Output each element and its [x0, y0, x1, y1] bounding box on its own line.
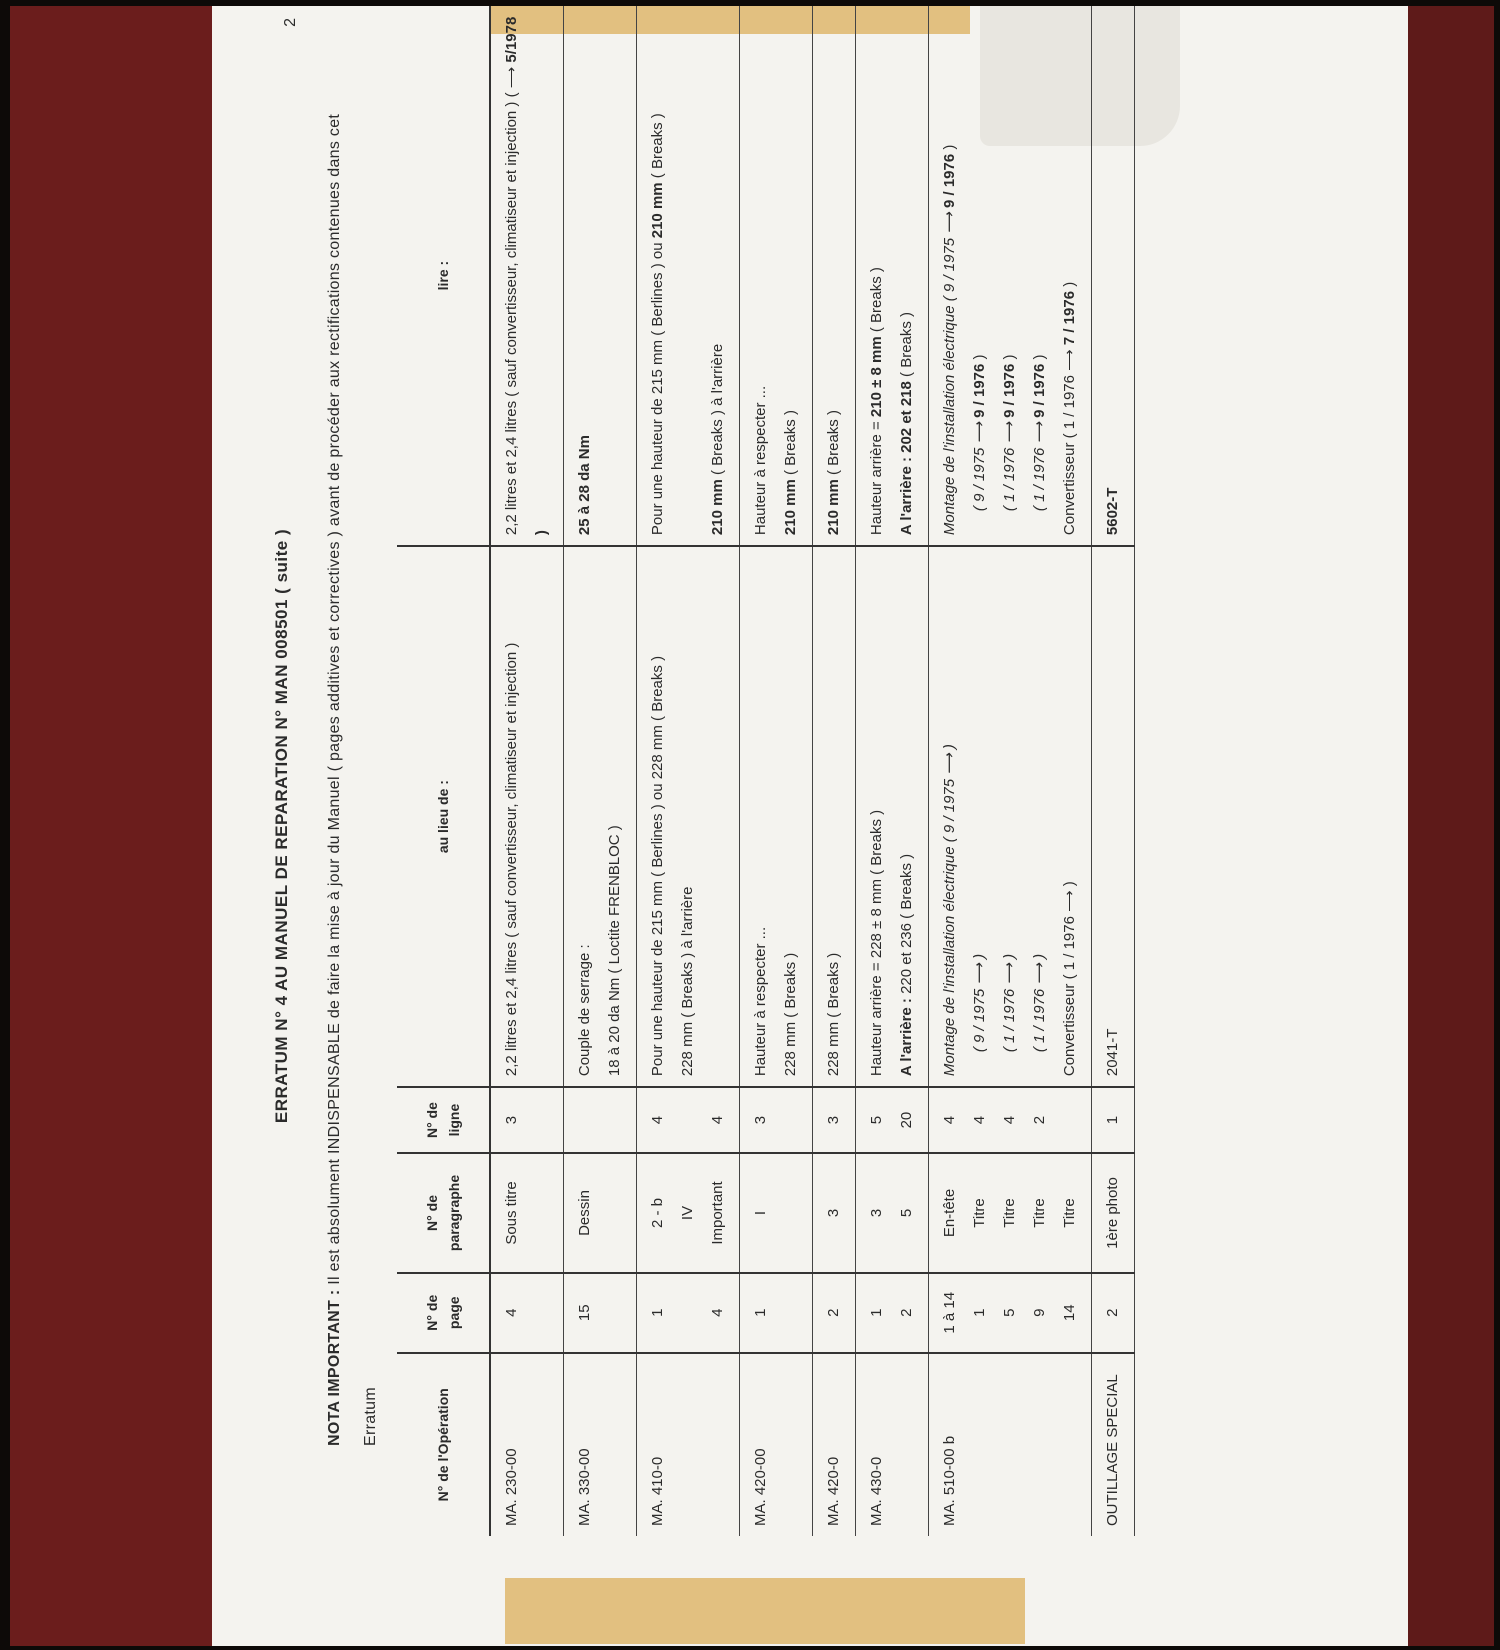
- lire-value: 210 mm: [649, 182, 666, 239]
- lire-text: 2,2 litres et 2,4 litres ( sauf convertisseur, climatiseur et injection ) (: [503, 92, 520, 536]
- par-line: 5: [898, 1208, 915, 1218]
- au-lieu-line: ( 9 / 1975 ⟶ ): [971, 953, 988, 1053]
- lire-text: ( Breaks ): [649, 113, 666, 179]
- cell-lire: [740, 6, 813, 546]
- lire-value: 210 ± 8 mm: [868, 336, 885, 418]
- cell-page: [929, 1273, 1092, 1353]
- lire-value: 210 mm: [709, 479, 726, 536]
- arrow-icon: ⟶: [503, 66, 520, 89]
- par-line: 2 - b: [649, 1197, 666, 1228]
- cell-operation: MA. 230-00: [490, 1353, 564, 1536]
- au-lieu-text: 220 et 236 ( Breaks ): [898, 853, 915, 994]
- au-lieu-line: 228 mm ( Breaks ) à l'arrière: [679, 886, 696, 1077]
- au-lieu-line: Hauteur arrière = 228 ± 8 mm ( Breaks ): [868, 809, 885, 1077]
- cell-paragraphe: [856, 1153, 929, 1273]
- header-lire: lire :: [397, 6, 490, 546]
- lire-text: ( Breaks ): [898, 311, 915, 377]
- cell-ligne: 3: [813, 1087, 856, 1153]
- cell-ligne: [929, 1087, 1092, 1153]
- cell-ligne: [564, 1087, 637, 1153]
- nota-text: Il est absolument INDISPENSABLE de faire la mise à jour du Manuel ( pages additives et correctives ) avant de procéder aux rectifications contenues dans cet Erratum: [326, 113, 379, 1446]
- cell-ligne: [856, 1087, 929, 1153]
- cell-operation: MA. 430-0: [856, 1353, 929, 1536]
- nota-label: NOTA IMPORTANT :: [326, 1289, 343, 1446]
- page-line: 4: [709, 1308, 726, 1317]
- lire-date: 7 / 1976: [1061, 290, 1078, 346]
- lire-line: Hauteur à respecter ...: [752, 385, 769, 536]
- header-paragraphe: N° de paragraphe: [397, 1153, 490, 1273]
- lire-value: 210 mm: [782, 479, 799, 536]
- lire-text: ( Breaks ): [825, 410, 842, 476]
- page-line: 1: [868, 1308, 885, 1317]
- lire-text: ( Breaks ): [782, 410, 799, 476]
- lire-date: 5/1978 ): [503, 16, 550, 536]
- lire-text: Convertisseur ( 1 / 1976 ⟶: [1061, 349, 1078, 536]
- cell-operation: MA. 420-00: [740, 1353, 813, 1536]
- page-line: 1: [971, 1308, 988, 1317]
- page-line: 5: [1001, 1308, 1018, 1317]
- cell-operation: MA. 330-00: [564, 1353, 637, 1536]
- au-lieu-line: 18 à 20 da Nm ( Loctite FRENBLOC ): [606, 825, 623, 1077]
- table-row: [856, 6, 929, 1536]
- par-line: Titre: [1061, 1198, 1078, 1228]
- lire-value: A l'arrière : 202 et 218: [898, 381, 915, 536]
- cell-lire: [856, 6, 929, 546]
- lire-text: Pour une hauteur de 215 mm ( Berlines ) ou: [649, 242, 666, 536]
- ligne-line: 5: [868, 1115, 885, 1125]
- au-lieu-label: A l'arrière :: [898, 998, 915, 1077]
- par-line: 3: [868, 1208, 885, 1218]
- lire-date: 9 / 1976: [941, 153, 958, 209]
- header-au-lieu: au lieu de :: [397, 546, 490, 1087]
- cell-operation: MA. 510-00 b: [929, 1353, 1092, 1536]
- cell-au-lieu: 2,2 litres et 2,4 litres ( sauf convertisseur, climatiseur et injection ): [490, 546, 564, 1087]
- au-lieu-line: ( 1 / 1976 ⟶ ): [1031, 953, 1048, 1053]
- cell-page: 2: [1092, 1273, 1135, 1353]
- cell-ligne: 3: [490, 1087, 564, 1153]
- table-row: [740, 6, 813, 1536]
- cell-au-lieu: [856, 546, 929, 1087]
- cell-page: 15: [564, 1273, 637, 1353]
- lire-text: ( 1 / 1976 ⟶: [1031, 422, 1048, 512]
- cell-page: 2: [813, 1273, 856, 1353]
- cell-au-lieu: [740, 546, 813, 1087]
- cell-page: 1: [740, 1273, 813, 1353]
- cell-ligne: 3: [740, 1087, 813, 1153]
- cell-lire: Montage de l'installation électrique ( 9 / 1975 ⟶ 9 / 1976 ) ( 9 / 1975 ⟶ 9 / 1976 ) ( 1 / 1976 ⟶ 9 / 1976 ) ( 1 / 1976 ⟶ 9 / 1976 ) Convertisseur ( 1 / 1976 ⟶ 7 / 1976 ): [929, 6, 1092, 546]
- binder-band-right: [1408, 6, 1494, 1646]
- table-row: [637, 6, 740, 1536]
- page-line: 9: [1031, 1308, 1048, 1317]
- cell-paragraphe: [929, 1153, 1092, 1273]
- au-lieu-line: Convertisseur ( 1 / 1976 ⟶ ): [1061, 881, 1078, 1077]
- lire-date: 9 / 1976: [1001, 363, 1018, 418]
- table-row: [813, 6, 856, 1536]
- cell-paragraphe: 3: [813, 1153, 856, 1273]
- par-line: Titre: [971, 1198, 988, 1228]
- par-line: Titre: [1001, 1198, 1018, 1228]
- cell-operation: OUTILLAGE SPECIAL: [1092, 1353, 1135, 1536]
- binder-band-left: [10, 6, 240, 1646]
- cell-paragraphe: Dessin: [564, 1153, 637, 1273]
- page-number: 2: [282, 18, 299, 27]
- cell-lire: [490, 6, 564, 546]
- lire-text: ( 9 / 1975 ⟶: [971, 422, 988, 512]
- cell-paragraphe: I: [740, 1153, 813, 1273]
- ligne-line: 4: [1001, 1115, 1018, 1125]
- ligne-line: 4: [941, 1115, 958, 1125]
- cell-ligne: 1: [1092, 1087, 1135, 1153]
- table-header-row: [397, 6, 490, 1536]
- ligne-line: 20: [898, 1111, 915, 1129]
- header-ligne: N° de ligne: [397, 1087, 490, 1153]
- ligne-line: 4: [649, 1115, 666, 1125]
- rotated-document: [212, 6, 1408, 1646]
- page-line: 1: [649, 1308, 666, 1317]
- cell-au-lieu: 2041-T: [1092, 546, 1135, 1087]
- par-line: Important: [709, 1181, 726, 1245]
- cell-operation: MA. 420-0: [813, 1353, 856, 1536]
- par-line: En-tête: [941, 1188, 958, 1238]
- cell-page: [637, 1273, 740, 1353]
- lire-text: Montage de l'installation électrique ( 9 / 1975 ⟶: [941, 212, 958, 536]
- au-lieu-line: Pour une hauteur de 215 mm ( Berlines ) ou 228 mm ( Breaks ): [649, 655, 666, 1077]
- cell-operation: MA. 410-0: [637, 1353, 740, 1536]
- ligne-line: 2: [1031, 1115, 1048, 1125]
- cell-au-lieu: 228 mm ( Breaks ): [813, 546, 856, 1087]
- lire-text: Hauteur arrière =: [868, 421, 885, 536]
- table-row: [490, 6, 564, 1536]
- au-lieu-line: ( 1 / 1976 ⟶ ): [1001, 953, 1018, 1053]
- cell-lire: [637, 6, 740, 546]
- lire-text: ( 1 / 1976 ⟶: [1001, 422, 1018, 512]
- lire-text: ( Breaks ) à l'arrière: [709, 343, 726, 476]
- cell-lire: 25 à 28 da Nm: [564, 6, 637, 546]
- table-row: [929, 6, 1092, 1536]
- au-lieu-line: 228 mm ( Breaks ): [782, 952, 799, 1077]
- table-row: [1092, 6, 1135, 1536]
- erratum-table: [397, 6, 1135, 1536]
- au-lieu-line: Hauteur à respecter ...: [752, 926, 769, 1077]
- page-title: ERRATUM N° 4 AU MANUEL DE REPARATION N° MAN 008501 ( suite ): [272, 528, 291, 1124]
- cell-lire: [813, 6, 856, 546]
- par-line: IV: [679, 1205, 696, 1221]
- au-lieu-line: Couple de serrage :: [576, 944, 593, 1077]
- header-operation: N° de l'Opération: [397, 1353, 490, 1536]
- cell-paragraphe: [637, 1153, 740, 1273]
- cell-lire: 5602-T: [1092, 6, 1135, 546]
- page-line: 14: [1061, 1304, 1078, 1322]
- cell-page: 4: [490, 1273, 564, 1353]
- header-page: N° de page: [397, 1273, 490, 1353]
- lire-date: 9 / 1976: [971, 363, 988, 418]
- cell-au-lieu: [637, 546, 740, 1087]
- ligne-line: 4: [971, 1115, 988, 1125]
- cell-page: [856, 1273, 929, 1353]
- par-line: Titre: [1031, 1198, 1048, 1228]
- page-line: 1 à 14: [941, 1291, 958, 1334]
- cell-au-lieu: [929, 546, 1092, 1087]
- lire-date: 9 / 1976: [1031, 363, 1048, 418]
- lire-text: ( Breaks ): [868, 267, 885, 333]
- cell-au-lieu: [564, 546, 637, 1087]
- ligne-line: 4: [709, 1115, 726, 1125]
- lire-value: 210 mm: [825, 479, 842, 536]
- page-line: 2: [898, 1308, 915, 1317]
- cell-paragraphe: Sous titre: [490, 1153, 564, 1273]
- cell-paragraphe: 1ère photo: [1092, 1153, 1135, 1273]
- cell-ligne: [637, 1087, 740, 1153]
- nota-important: [317, 86, 389, 1446]
- table-row: [564, 6, 637, 1536]
- au-lieu-line: Montage de l'installation électrique ( 9 / 1975 ⟶ ): [941, 744, 958, 1077]
